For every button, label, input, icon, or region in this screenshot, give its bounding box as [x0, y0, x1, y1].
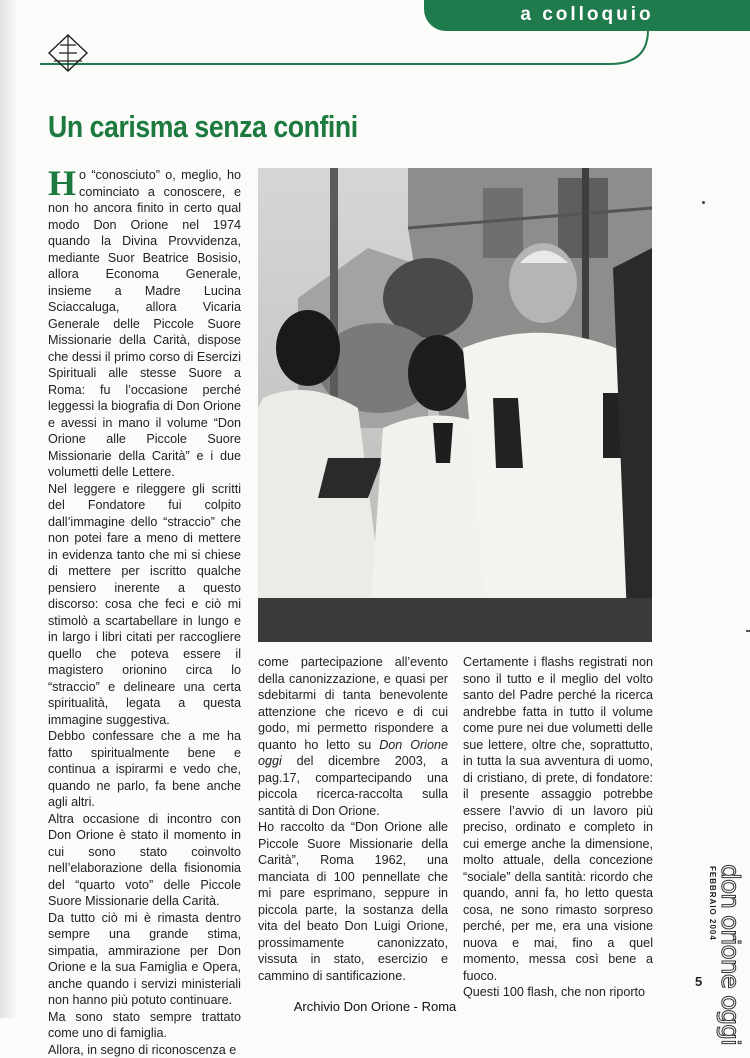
article-paragraph: Allora, in segno di riconoscenza e — [48, 1042, 241, 1058]
article-title: Un carisma senza confini — [48, 109, 358, 145]
masthead-brand: don orione oggi — [717, 864, 743, 1045]
page-gutter-shadow — [0, 0, 18, 1018]
article-photo — [258, 168, 652, 642]
article-paragraph: Ho raccolto da “Don Orione alle Piccole Suore Missionarie della Carità”, Roma 1962, una manciata di 100 pennellate che mi pare esprimano, seppure in piccola parte, la sostanza della vita del beato Don Luigi Orione, prossimamente canonizzato, vissuta in stato, esercizio e cammino di santificazione. — [258, 819, 448, 984]
article-paragraph: Da tutto ciò mi è rimasta dentro sempre una grande stima, simpatia, ammirazione per Don Orione e la sua Famiglia e Opera, anche quando i servizi ministeriali non hanno più potuto continuare. — [48, 910, 241, 1009]
magazine-name-italic: Don Orione oggi — [258, 738, 448, 769]
page-number: 5 — [695, 974, 702, 989]
scan-speck — [746, 630, 750, 632]
drop-cap: H — [48, 169, 76, 197]
vertical-masthead-rotated — [703, 862, 743, 988]
article-column-1 — [48, 167, 241, 1058]
scan-speck — [702, 201, 705, 204]
paragraph-text: o “conosciuto” o, meglio, ho cominciato a conoscere, e non ho ancora finito in certo qual modo Don Orione nel 1974 quando la Divina Provvidenza, mediante Suor Beatrice Bosisio, allora Economa Generale, insieme a Madre Lucina Sciaccaluga, allora Vicaria Generale delle Piccole Suore Missionarie della Carità, dispose che dessi il primo corso di Esercizi Spirituali alle stesse Suore a Roma: fu l’occasione perché leggessi la biografia di Don Orione e avessi in mano il volume “Don Orione alle Piccole Suore Missionarie della Carità” e i due volumetti delle Lettere. — [48, 168, 241, 479]
article-paragraph: Ma sono stato sempre trattato come uno di famiglia. — [48, 1009, 241, 1042]
article-paragraph: Nel leggere e rileggere gli scritti del Fondatore fui colpito dall’immagine dello “straccio” che non potei fare a meno di mettere in evidenza tanto che mi si chiese di mettere per iscritto qualche pensiero inerente a questo discorso: cosa che feci e ciò mi stimolò a scartabellare in lungo e in largo i libri citati per raccogliere quello che poteva essere il magistero orionino circa lo “straccio” e delineare una certa spiritualità, legata a questa immagine suggestiva. — [48, 481, 241, 729]
article-paragraph: Altra occasione di incontro con Don Orione è stato il momento in cui sono stato coinvolto nell’elaborazione della fisionomia del “quarto voto” delle Piccole Suore Missionarie della Carità. — [48, 811, 241, 910]
article-paragraph: Questi 100 flash, che non riporto — [463, 984, 653, 1001]
article-paragraph — [48, 167, 241, 481]
article-column-2 — [258, 654, 448, 984]
section-label: a colloquio — [424, 4, 750, 26]
article-paragraph: Debbo confessare che a me ha fatto spiritualmente bene e continua a ispirarmi e vedo che, quando ne parlo, fa bene anche agli altri. — [48, 728, 241, 811]
archive-footer: Archivio Don Orione - Roma — [0, 999, 750, 1014]
issue-date: FEBBRAIO 2004 — [708, 866, 717, 941]
procession-photo-illustration — [258, 168, 652, 642]
article-paragraph — [258, 654, 448, 819]
diamond-cross-logo-icon — [46, 33, 90, 73]
article-column-3 — [463, 654, 653, 1001]
vertical-masthead — [703, 862, 743, 988]
article-paragraph: Certamente i flashs registrati non sono il tutto e il meglio del volto santo del Padre perché la ricerca andrebbe fatta in tutto il volume come pure nei due volumetti delle sue lettere, oltre che, soprattutto, in tutta la sua avventura di uomo, di cristiano, di prete, di fondatore: il presente assaggio potrebbe essere l’avvio di un lavoro più preciso, ordinato e completo in cui emerge anche la dimensione, molto attuale, della concezione “sociale” della santità: ricordo che quando, anni fa, ho letto questa cosa, ne sono rimasto sorpreso perché, per me, era una visione nuova e mai, fino a quel momento, messa così bene a fuoco. — [463, 654, 653, 984]
paragraph-text: del dicembre 2003, a pag.17, compartecipando una piccola ricerca-raccolta sulla santità di Don Orione. — [258, 754, 448, 818]
section-tab — [424, 0, 750, 31]
paragraph-text: come partecipazione all’evento della canonizzazione, e quasi per sdebitarmi di tanta benevolente attenzione che ricevo e di cui godo, mi permetto rispondere a quanto ho letto su — [258, 655, 448, 752]
